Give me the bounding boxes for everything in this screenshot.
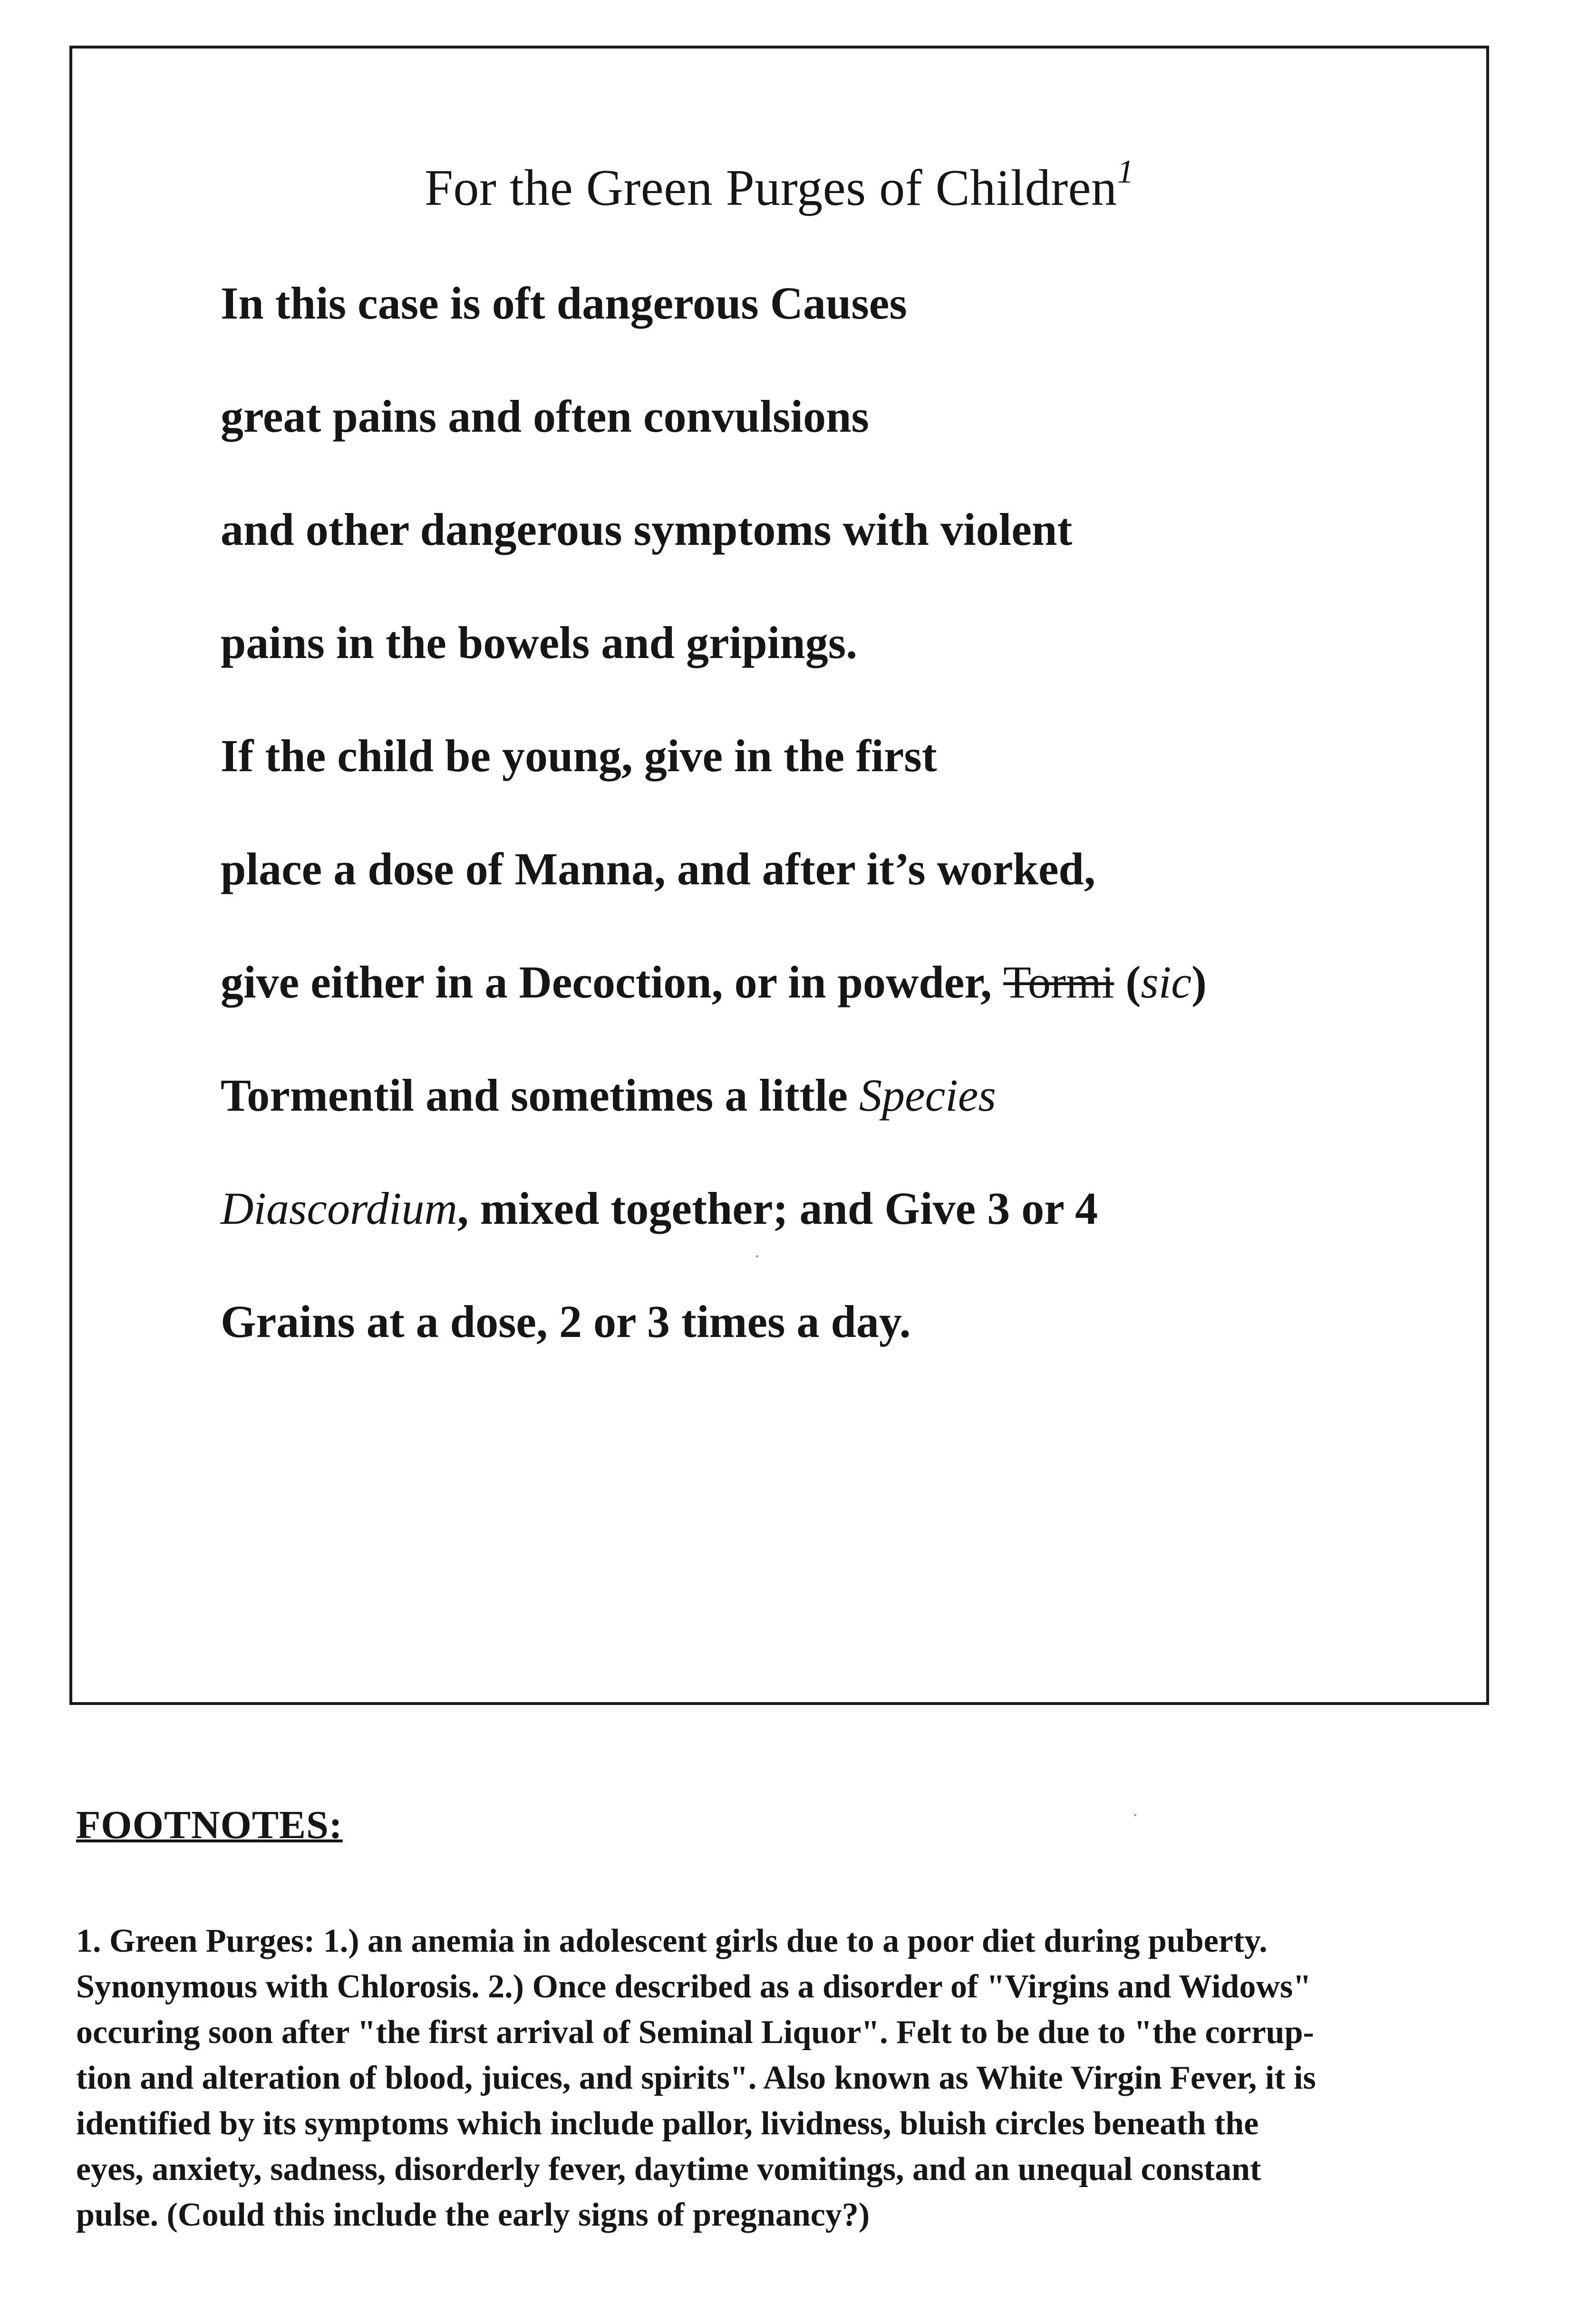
diascordium-word: Diascordium xyxy=(221,1183,457,1234)
sic-open: ( xyxy=(1114,957,1141,1007)
recipe-line-10: Grains at a dose, 2 or 3 times a day. xyxy=(221,1296,911,1347)
recipe-line-4: pains in the bowels and gripings. xyxy=(221,617,858,668)
footnotes-heading: FOOTNOTES: xyxy=(76,1803,343,1847)
footnote-line: occuring soon after "the first arrival of Seminal Liquor". Felt to be due to "the corrup- xyxy=(76,2014,1314,2051)
recipe-box xyxy=(69,46,1489,1705)
recipe-line-5: If the child be young, give in the first xyxy=(221,730,937,781)
footnote-line: pulse. (Could this include the early signs of pregnancy?) xyxy=(76,2197,870,2233)
struck-word: Tormi xyxy=(1003,957,1114,1007)
footnote-line: identified by its symptoms which include pallor, lividness, bluish circles beneath the xyxy=(76,2105,1259,2142)
recipe-line-8 xyxy=(221,1069,996,1122)
footnote-1 xyxy=(76,1918,1540,2238)
footnote-line: 1. Green Purges: 1.) an anemia in adolescent girls due to a poor diet during puberty. xyxy=(76,1923,1268,1959)
footnote-line: Synonymous with Chlorosis. 2.) Once described as a disorder of "Virgins and Widows" xyxy=(76,1968,1312,2005)
sic-close: ) xyxy=(1191,957,1207,1007)
title-footnote-mark: 1 xyxy=(1117,154,1134,190)
recipe-line-1: In this case is oft dangerous Causes xyxy=(221,278,907,329)
sic-word: sic xyxy=(1141,957,1191,1007)
footnote-line: tion and alteration of blood, juices, and spirits". Also known as White Virgin Fever, it is xyxy=(76,2060,1316,2096)
recipe-line-9-text: , mixed together; and Give 3 or 4 xyxy=(457,1183,1098,1234)
recipe-title-text: For the Green Purges of Children xyxy=(424,160,1117,216)
recipe-line-8-text: Tormentil and sometimes a little xyxy=(221,1070,859,1121)
recipe-title xyxy=(72,154,1486,218)
scan-speck xyxy=(1134,1814,1136,1816)
footnote-line: eyes, anxiety, sadness, disorderly fever, daytime vomitings, and an unequal constant xyxy=(76,2151,1261,2188)
recipe-line-7-text: give either in a Decoction, or in powder, xyxy=(221,957,1004,1007)
scan-speck xyxy=(756,1255,758,1258)
recipe-line-7 xyxy=(221,956,1207,1008)
recipe-line-3: and other dangerous symptoms with violent xyxy=(221,504,1073,555)
recipe-line-6: place a dose of Manna, and after it’s worked, xyxy=(221,843,1095,894)
recipe-line-9 xyxy=(221,1182,1098,1235)
species-word: Species xyxy=(859,1070,996,1121)
recipe-line-2: great pains and often convulsions xyxy=(221,391,869,442)
